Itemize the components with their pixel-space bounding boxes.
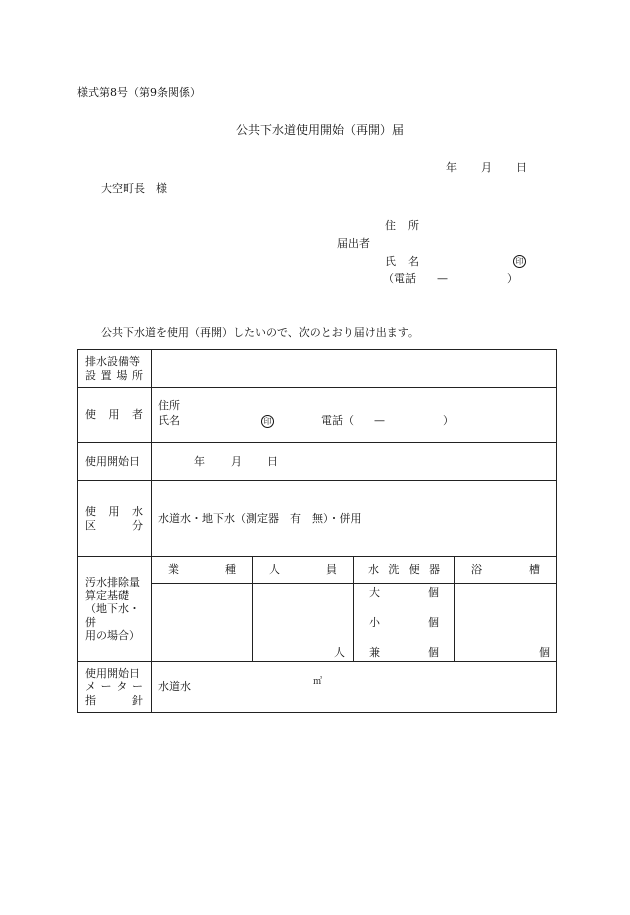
- name-label: 氏 名: [385, 255, 419, 268]
- row-start-date: [78, 443, 557, 481]
- bath-unit: 個: [539, 645, 550, 659]
- phone-dash: —: [437, 272, 448, 285]
- meter-reading-label: 使用開始日 メ ー タ ー 指 針: [78, 662, 152, 713]
- user-phone-label: 電話（: [321, 414, 354, 427]
- start-day-label: 日: [267, 454, 278, 468]
- toilet-header: 水 洗 便 器: [354, 557, 455, 584]
- date-day-label: 日: [516, 161, 527, 174]
- row-sewage-headers: [78, 557, 557, 584]
- meter-reading-field[interactable]: [152, 662, 557, 713]
- date-month-label: 月: [481, 161, 492, 174]
- toilet-large-row: 大 個: [369, 586, 439, 599]
- installation-location-field[interactable]: [152, 350, 557, 388]
- toilet-combined-row: 兼 個: [369, 646, 439, 659]
- user-phone-close: ）: [443, 414, 454, 427]
- user-phone-dash: —: [374, 414, 385, 427]
- sewage-basis-label: 汚水排除量 算定基礎 （地下水・併 用の場合）: [78, 557, 152, 662]
- business-type-header: 業 種: [152, 557, 253, 584]
- persons-header: 人 員: [253, 557, 354, 584]
- applicant-label: 届出者: [337, 237, 370, 250]
- start-date-field[interactable]: [152, 443, 557, 481]
- applicant-seal: [513, 254, 526, 268]
- date-year-label: 年: [446, 161, 457, 174]
- user-name-label: 氏名: [158, 414, 180, 427]
- meter-unit: ㎥: [313, 677, 323, 687]
- bath-field[interactable]: [455, 584, 557, 662]
- user-label: 使 用 者: [78, 388, 152, 443]
- phone-suffix: ）: [507, 272, 518, 285]
- start-month-label: 月: [231, 454, 242, 468]
- user-field[interactable]: [152, 388, 557, 443]
- row-installation-location: [78, 350, 557, 388]
- document-title: 公共下水道使用開始（再開）届: [236, 123, 405, 137]
- installation-location-label: 排水設備等 設 置 場 所: [78, 350, 152, 388]
- persons-field[interactable]: [253, 584, 354, 662]
- persons-unit: 人: [334, 645, 345, 659]
- toilet-field[interactable]: [354, 584, 455, 662]
- water-category-label: 使 用 水 区 分: [78, 481, 152, 557]
- user-address-label: 住所: [158, 399, 180, 412]
- seal-mark: 印: [261, 415, 274, 428]
- business-type-field[interactable]: [152, 584, 253, 662]
- address-label: 住 所: [385, 219, 419, 232]
- water-category-field[interactable]: 水道水・地下水（測定器 有 無）・併用: [152, 481, 557, 557]
- row-user: [78, 388, 557, 443]
- start-date-label: 使用開始日: [78, 443, 152, 481]
- application-table: [77, 349, 557, 713]
- form-number: 様式第8号（第9条関係）: [77, 86, 201, 99]
- seal-mark: 印: [513, 255, 526, 268]
- toilet-small-row: 小 個: [369, 616, 439, 629]
- row-water-category: [78, 481, 557, 557]
- phone-prefix: （電話: [383, 272, 416, 285]
- addressee: 大空町長 様: [101, 182, 167, 195]
- bath-header: 浴 槽: [455, 557, 557, 584]
- row-meter-reading: [78, 662, 557, 713]
- meter-water-label: 水道水: [158, 680, 191, 693]
- user-seal: [261, 414, 274, 428]
- start-year-label: 年: [194, 454, 205, 468]
- intro-statement: 公共下水道を使用（再開）したいので、次のとおり届け出ます。: [101, 326, 419, 339]
